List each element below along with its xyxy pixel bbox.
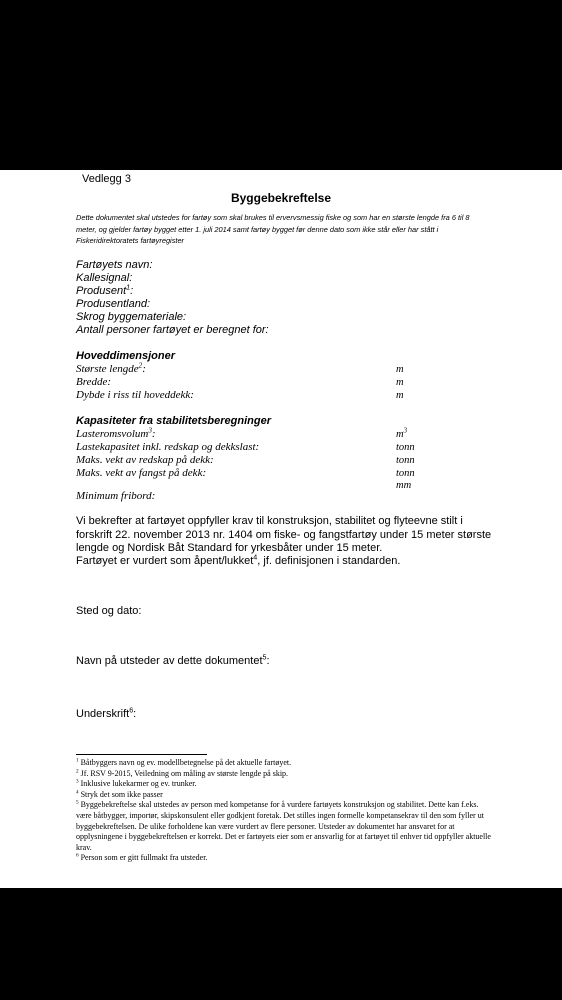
issuer-name-text: Navn på utsteder av dette dokumentet — [76, 655, 263, 667]
footnote-6-text: Person som er gitt fullmakt fra utsteder. — [80, 853, 208, 863]
declaration-assessment-label: Fartøyet er vurdert som åpent/lukket — [76, 555, 254, 567]
footnote-1-text: Båtbyggers navn og ev. modellbetegnelse på det aktuelle fartøyet. — [80, 758, 292, 767]
field-country: Produsentland: — [76, 298, 150, 310]
footnote-3-number: 3 — [76, 778, 79, 785]
unit-freeboard: mm — [396, 480, 412, 491]
intro-text: Dette dokumentet skal utstedes for fartøy som skal brukes til ervervsmessig fiske og som har en største lengde fra 6 til 8 meter, og gjelder fartøy bygget etter 1. juli 2014 samt fartøy bygget før denne dato som ikke står eller har stått i Fiskeridirektoratets fartøyregister — [76, 213, 470, 245]
unit-hold-volume-base: m — [396, 429, 404, 440]
footnote-2-number: 2 — [76, 767, 79, 774]
footnote-5 — [76, 800, 496, 853]
footnote-2-text: Jf. RSV 9-2015, Veiledning om måling av største lengde på skip. — [80, 768, 289, 778]
unit-length: m — [396, 364, 404, 375]
footnote-4-text: Stryk det som ikke passer — [80, 789, 163, 799]
field-producer: Produsent$^1$: — [76, 283, 134, 297]
footnote-6-number: 6 — [76, 852, 79, 859]
appendix-label: Vedlegg 3 — [82, 173, 131, 185]
footnote-1 — [76, 758, 496, 769]
field-producer-label: Produsent — [76, 285, 127, 297]
footnotes — [76, 758, 496, 864]
footnote-ref-1: 1 — [126, 283, 131, 292]
unit-load-capacity: tonn — [396, 442, 415, 453]
footnote-ref-6: 6 — [129, 706, 134, 715]
signature-text: Underskrift — [76, 708, 130, 720]
unit-breadth: m — [396, 377, 404, 388]
footnote-6 — [76, 853, 496, 864]
field-hull-material: Skrog byggemateriale: — [76, 311, 187, 323]
field-persons: Antall personer fartøyet er beregnet for: — [76, 324, 269, 336]
footnote-2 — [76, 769, 496, 780]
footnote-ref-3: 3 — [148, 426, 152, 435]
field-call-sign: Kallesignal: — [76, 272, 133, 284]
footnote-3 — [76, 779, 496, 790]
unit-max-catch: tonn — [396, 468, 415, 479]
footnote-5-text: Byggebekreftelse skal utstedes av person med kompetanse for å vurdere fartøyets konstruksjon og stabilitet. Dette kan f.eks. være båtbygger, importør, skipskonsulent eller godkjent foretak. Det stilles ingen formelle kompetansekrav til den som fyller ut byggebekreftelsen. De ulike forholdene kan være vurdert av flere personer. Utsteder av dokumentet har ansvaret for at opplysningene i byggebekreftelsen er korrekt. Det er fartøyets eier som er ansvarlig for at fartøyet til enhver tid oppfyller aktuelle krav. — [76, 800, 491, 852]
footnote-ref-2: 2 — [138, 361, 143, 370]
row-hold-volume: Lasteromsvolum$^3$: — [76, 426, 156, 440]
unit-hold-volume — [396, 429, 407, 440]
document-page — [0, 170, 562, 888]
declaration-assessment-suffix: , jf. definisjonen i standarden. — [257, 555, 401, 567]
issuer-name-label: Navn på utsteder av dette dokumentet$^5$: — [76, 653, 270, 667]
row-load-capacity: Lastekapasitet inkl. redskap og dekkslast: — [76, 441, 260, 453]
footnote-5-number: 5 — [76, 799, 79, 806]
declaration-assessment — [76, 555, 496, 569]
row-depth: Dybde i riss til hoveddekk: — [76, 389, 194, 401]
place-date-label: Sted og dato: — [76, 605, 142, 617]
footnote-4-number: 4 — [76, 789, 79, 796]
row-max-catch: Maks. vekt av fangst på dekk: — [76, 467, 207, 479]
unit-hold-volume-exponent: 3 — [403, 427, 407, 435]
footnote-4 — [76, 790, 496, 801]
footnote-ref-5: 5 — [262, 653, 267, 662]
section-stability: Kapasiteter fra stabilitetsberegninger — [76, 415, 272, 427]
row-length-label: Største lengde — [76, 363, 139, 375]
row-freeboard: Minimum fribord: — [76, 490, 156, 502]
footnote-1-number: 1 — [76, 757, 79, 764]
unit-max-gear: tonn — [396, 455, 415, 466]
footnote-ref-4: 4 — [253, 553, 258, 562]
row-hold-volume-label: Lasteromsvolum — [76, 428, 149, 440]
declaration-text: Vi bekrefter at fartøyet oppfyller krav til konstruksjon, stabilitet og flyteevne stilt i forskrift 22. november 2013 nr. 1404 om fiske- og fangstfartøy under 15 meter største lengde og Nordisk Båt Standard for yrkesbåter under 15 meter. — [76, 515, 492, 554]
field-vessel-name: Fartøyets navn: — [76, 259, 153, 271]
section-main-dimensions: Hoveddimensjoner — [76, 350, 176, 362]
document-title: Byggebekreftelse — [230, 191, 332, 205]
unit-depth: m — [396, 390, 404, 401]
footnote-3-text: Inklusive lukekarmer og ev. trunker. — [80, 779, 197, 789]
signature-label: Underskrift$^6$: — [76, 706, 137, 720]
row-breadth: Bredde: — [76, 376, 112, 388]
footnote-separator — [76, 754, 207, 755]
row-length: Største lengde$^2$: — [76, 361, 146, 375]
row-max-gear: Maks. vekt av redskap på dekk: — [76, 454, 214, 466]
